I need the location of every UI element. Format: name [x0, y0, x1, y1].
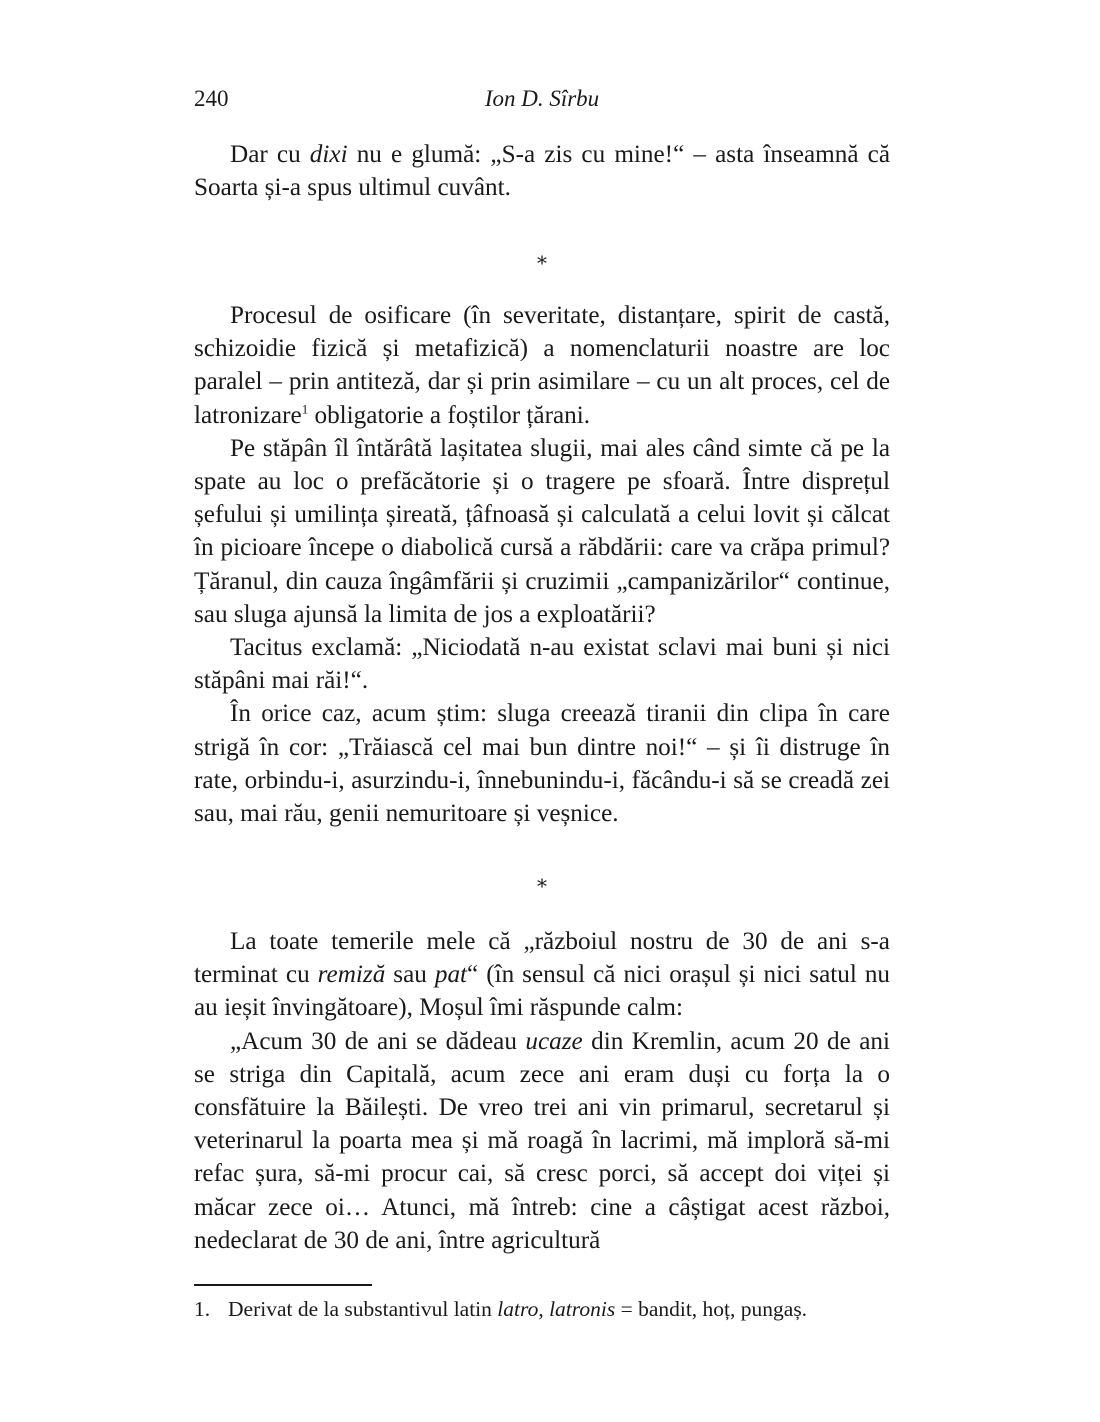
section-separator: ⁎	[537, 870, 547, 892]
section-osificare	[194, 299, 890, 830]
paragraph: Tacitus exclamă: „Niciodată n-au existat sclavi mai buni și nici stăpâni mai răi!“.	[194, 634, 890, 695]
italic-term: pat	[434, 961, 468, 989]
italic-term: latronis	[549, 1297, 616, 1321]
page-header	[194, 86, 890, 116]
footnote-number: 1.	[194, 1297, 211, 1321]
page-number: 240	[194, 86, 229, 111]
paragraph: Pe stăpân îl întărâtă lașitatea slugii, mai ales când simte că pe la spate au loc o prefăcătorie și o tragere pe sfoară. Între disprețul șefului și umilința șireată, țâfnoasă și calculată a celui lovit și călcat în picioare începe o diabolică cursă a răbdării: care va crăpa primul? Țăranul, din cauza îngâmfării și cruzimii „campanizărilor“ continue, sau sluga ajunsă la limita de jos a exploatării?	[194, 434, 890, 628]
section-razboiul	[194, 925, 890, 1257]
footnote-divider	[194, 1284, 372, 1286]
paragraph: La toate temerile mele că „războiul nostru de 30 de ani s-a terminat cu remiză sau pat“ (în sensul că nici orașul și nici satul nu au ieșit învingătoare), Moșul îmi răspunde calm:	[194, 928, 891, 1022]
section-dixi	[194, 138, 890, 204]
italic-term: ucaze	[525, 1027, 583, 1055]
paragraph: Dar cu dixi nu e glumă: „S-a zis cu mine!“ – asta înseamnă că Soarta și-a spus ultimul cuvânt.	[194, 141, 890, 202]
italic-term: latro	[497, 1297, 539, 1321]
running-title: Ion D. Sîrbu	[484, 86, 600, 111]
footnote: 1. Derivat de la substantivul latin latro, latronis = bandit, hoț, pungaș.	[194, 1297, 808, 1321]
italic-term: dixi	[309, 141, 348, 168]
paragraph: Procesul de osificare (în severitate, distanțare, spirit de castă, schizoidie fizică și metafizică) a nomenclaturii noastre are loc paralel – prin antiteză, dar și prin asimilare – cu un alt proces, cel de latronizare$^1$ obligatorie a foștilor țărani.	[194, 302, 890, 429]
footnote-reference[interactable]: 1	[301, 401, 309, 417]
section-separator: ⁎	[537, 247, 547, 269]
paragraph: „Acum 30 de ani se dădeau ucaze din Kremlin, acum 20 de ani se striga din Capitală, acum zece ani eram duși cu forța la o consfătuire la Băilești. De vreo trei ani vin primarul, secretarul și veterinarul la poarta mea și mă roagă în lacrimi, mă imploră să-mi refac șura, să-mi procur cai, să cresc porci, să accept doi viței și măcar zece oi… Atunci, mă întreb: cine a câștigat acest război, nedeclarat de 30 de ani, între agricultură	[194, 1027, 890, 1254]
italic-term: remiză	[317, 961, 386, 989]
paragraph: În orice caz, acum știm: sluga creează tiranii din clipa în care strigă în cor: „Trăiască cel mai bun dintre noi!“ – și îi distruge în rate, orbindu-i, asurzindu-i, înnebunindu-i, făcându-i să se creadă zei sau, mai rău, genii nemuritoare și veșnice.	[194, 700, 890, 828]
